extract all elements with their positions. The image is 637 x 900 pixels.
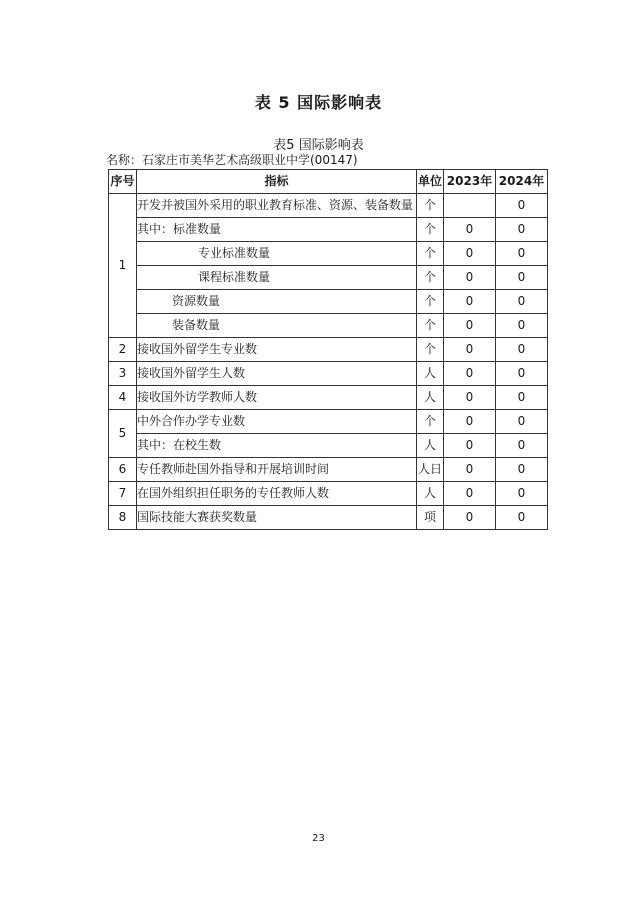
table-row <box>109 338 548 362</box>
row-indicator: 中外合作办学专业数 <box>137 410 417 434</box>
row-indicator: 其中：标准数量 <box>137 218 417 242</box>
row-seq: 1 <box>109 194 137 338</box>
page-heading: 表 5 国际影响表 <box>254 93 383 112</box>
row-2023: 0 <box>444 434 496 458</box>
row-2023: 0 <box>444 482 496 506</box>
row-2024: 0 <box>496 266 548 290</box>
row-unit: 个 <box>417 338 444 362</box>
table-row <box>109 458 548 482</box>
row-2023: 0 <box>444 410 496 434</box>
row-2023: 0 <box>444 458 496 482</box>
table-row <box>109 410 548 434</box>
row-2024: 0 <box>496 362 548 386</box>
row-indicator: 专任教师赴国外指导和开展培训时间 <box>137 458 417 482</box>
row-2024: 0 <box>496 410 548 434</box>
table-row <box>109 506 548 530</box>
row-2023 <box>444 194 496 218</box>
row-indicator: 开发并被国外采用的职业教育标准、资源、装备数量 <box>137 194 417 218</box>
row-2023: 0 <box>444 290 496 314</box>
header-seq: 序号 <box>109 170 137 194</box>
row-unit: 个 <box>417 290 444 314</box>
row-2024: 0 <box>496 218 548 242</box>
row-unit: 个 <box>417 410 444 434</box>
row-seq: 4 <box>109 386 137 410</box>
international-impact-table <box>108 169 548 530</box>
table-caption: 表5 国际影响表 <box>273 138 364 153</box>
row-2023: 0 <box>444 266 496 290</box>
row-indicator: 国际技能大赛获奖数量 <box>137 506 417 530</box>
row-2023: 0 <box>444 242 496 266</box>
row-indicator: 装备数量 <box>137 314 417 338</box>
row-2024: 0 <box>496 338 548 362</box>
row-seq: 6 <box>109 458 137 482</box>
row-2024: 0 <box>496 434 548 458</box>
row-indicator: 在国外组织担任职务的专任教师人数 <box>137 482 417 506</box>
row-2024: 0 <box>496 242 548 266</box>
row-unit: 个 <box>417 266 444 290</box>
table-row <box>109 434 548 458</box>
page-number: 23 <box>312 833 325 844</box>
row-indicator: 接收国外访学教师人数 <box>137 386 417 410</box>
header-2023: 2023年 <box>444 170 496 194</box>
row-2024: 0 <box>496 458 548 482</box>
table-row <box>109 362 548 386</box>
row-2023: 0 <box>444 386 496 410</box>
row-seq: 7 <box>109 482 137 506</box>
row-unit: 个 <box>417 242 444 266</box>
row-indicator: 接收国外留学生人数 <box>137 362 417 386</box>
header-indicator: 指标 <box>137 170 417 194</box>
table-header-row <box>109 170 548 194</box>
row-seq: 3 <box>109 362 137 386</box>
row-2024: 0 <box>496 194 548 218</box>
table-row <box>109 386 548 410</box>
row-2024: 0 <box>496 314 548 338</box>
row-unit: 个 <box>417 194 444 218</box>
header-unit: 单位 <box>417 170 444 194</box>
row-indicator: 专业标准数量 <box>137 242 417 266</box>
row-2024: 0 <box>496 386 548 410</box>
row-2023: 0 <box>444 218 496 242</box>
row-unit: 人 <box>417 482 444 506</box>
row-2023: 0 <box>444 506 496 530</box>
table-row <box>109 218 548 242</box>
row-indicator: 课程标准数量 <box>137 266 417 290</box>
row-unit: 个 <box>417 314 444 338</box>
table-row <box>109 194 548 218</box>
row-unit: 人 <box>417 386 444 410</box>
table-row <box>109 482 548 506</box>
row-seq: 5 <box>109 410 137 458</box>
table-row <box>109 266 548 290</box>
row-unit: 人日 <box>417 458 444 482</box>
row-unit: 个 <box>417 218 444 242</box>
row-2024: 0 <box>496 290 548 314</box>
row-2024: 0 <box>496 482 548 506</box>
row-indicator: 接收国外留学生专业数 <box>137 338 417 362</box>
table-row <box>109 242 548 266</box>
row-2023: 0 <box>444 338 496 362</box>
row-unit: 人 <box>417 434 444 458</box>
row-2023: 0 <box>444 362 496 386</box>
row-indicator: 资源数量 <box>137 290 417 314</box>
row-2024: 0 <box>496 506 548 530</box>
table-row <box>109 314 548 338</box>
row-unit: 人 <box>417 362 444 386</box>
row-2023: 0 <box>444 314 496 338</box>
row-indicator: 其中：在校生数 <box>137 434 417 458</box>
row-seq: 8 <box>109 506 137 530</box>
table-row <box>109 290 548 314</box>
header-2024: 2024年 <box>496 170 548 194</box>
row-unit: 项 <box>417 506 444 530</box>
organization-name: 名称：石家庄市美华艺术高级职业中学(00147) <box>106 153 358 167</box>
row-seq: 2 <box>109 338 137 362</box>
